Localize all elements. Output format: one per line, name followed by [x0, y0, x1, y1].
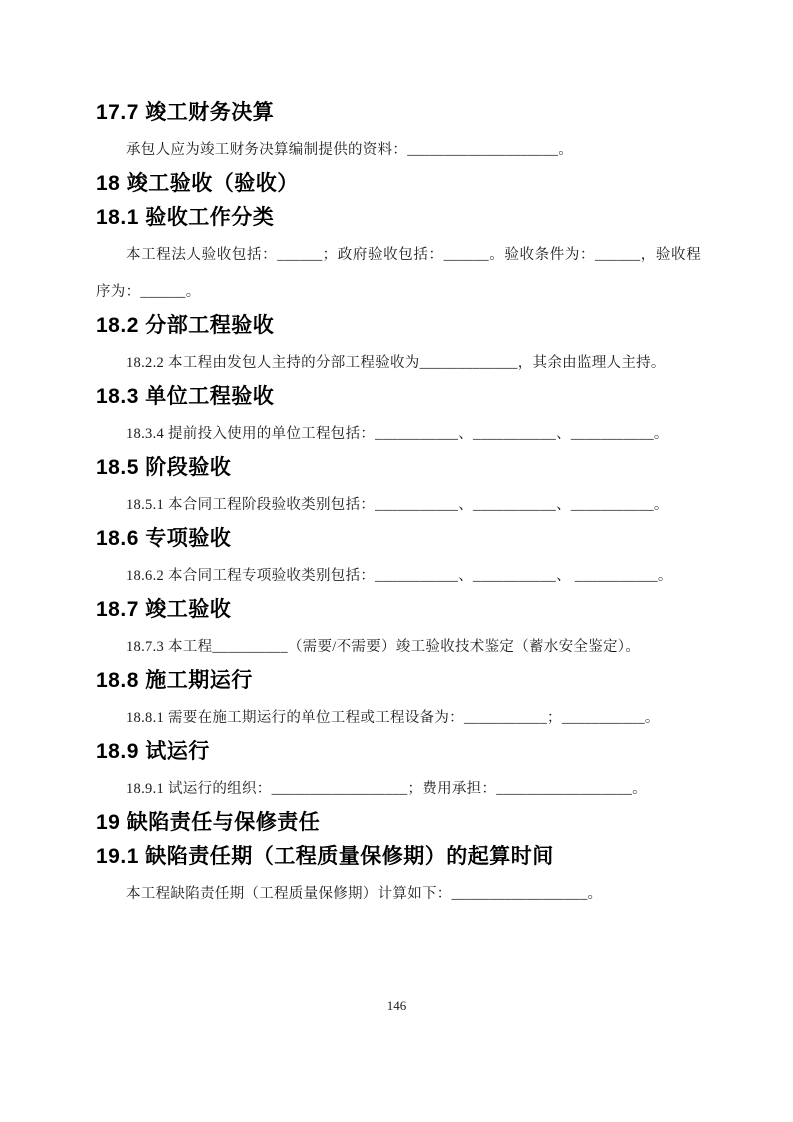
paragraph-18-2-2: 18.2.2 本工程由发包人主持的分部工程验收为_____________，其余由监理人主持。: [126, 355, 666, 371]
heading-19-1: 19.1 缺陷责任期（工程质量保修期）的起算时间: [96, 845, 554, 868]
heading-18-3: 18.3 单位工程验收: [96, 385, 275, 408]
paragraph-18-7-3: 18.7.3 本工程__________（需要/不需要）竣工验收技术鉴定（蓄水安全鉴定）。: [126, 639, 641, 655]
paragraph-18-3-4: 18.3.4 提前投入使用的单位工程包括：___________、___________、___________。: [126, 426, 669, 442]
paragraph-17-7: 承包人应为竣工财务决算编制提供的资料：____________________。: [126, 142, 573, 158]
paragraph-18-8-1: 18.8.1 需要在施工期运行的单位工程或工程设备为：___________；___________。: [126, 710, 660, 726]
heading-18-8: 18.8 施工期运行: [96, 669, 253, 692]
heading-17-7: 17.7 竣工财务决算: [96, 101, 275, 124]
heading-19: 19 缺陷责任与保修责任: [96, 811, 321, 834]
heading-18-9: 18.9 试运行: [96, 740, 210, 763]
paragraph-18-1: 本工程法人验收包括：______；政府验收包括：______。验收条件为：______，验收程序为：______。: [96, 247, 701, 300]
heading-18-6: 18.6 专项验收: [96, 527, 232, 550]
paragraph-18-6-2: 18.6.2 本合同工程专项验收类别包括：___________、___________、 ___________。: [126, 568, 673, 584]
paragraph-18-5-1: 18.5.1 本合同工程阶段验收类别包括：___________、___________、___________。: [126, 497, 669, 513]
page-number: 146: [386, 998, 407, 1013]
heading-18-7: 18.7 竣工验收: [96, 598, 232, 621]
heading-18: 18 竣工验收（验收）: [96, 172, 299, 195]
heading-18-2: 18.2 分部工程验收: [96, 314, 275, 337]
paragraph-18-9-1: 18.9.1 试运行的组织：__________________；费用承担：__________________。: [126, 781, 647, 797]
heading-18-1: 18.1 验收工作分类: [96, 206, 275, 229]
paragraph-19-1: 本工程缺陷责任期（工程质量保修期）计算如下：__________________。: [126, 886, 603, 902]
heading-18-5: 18.5 阶段验收: [96, 456, 232, 479]
